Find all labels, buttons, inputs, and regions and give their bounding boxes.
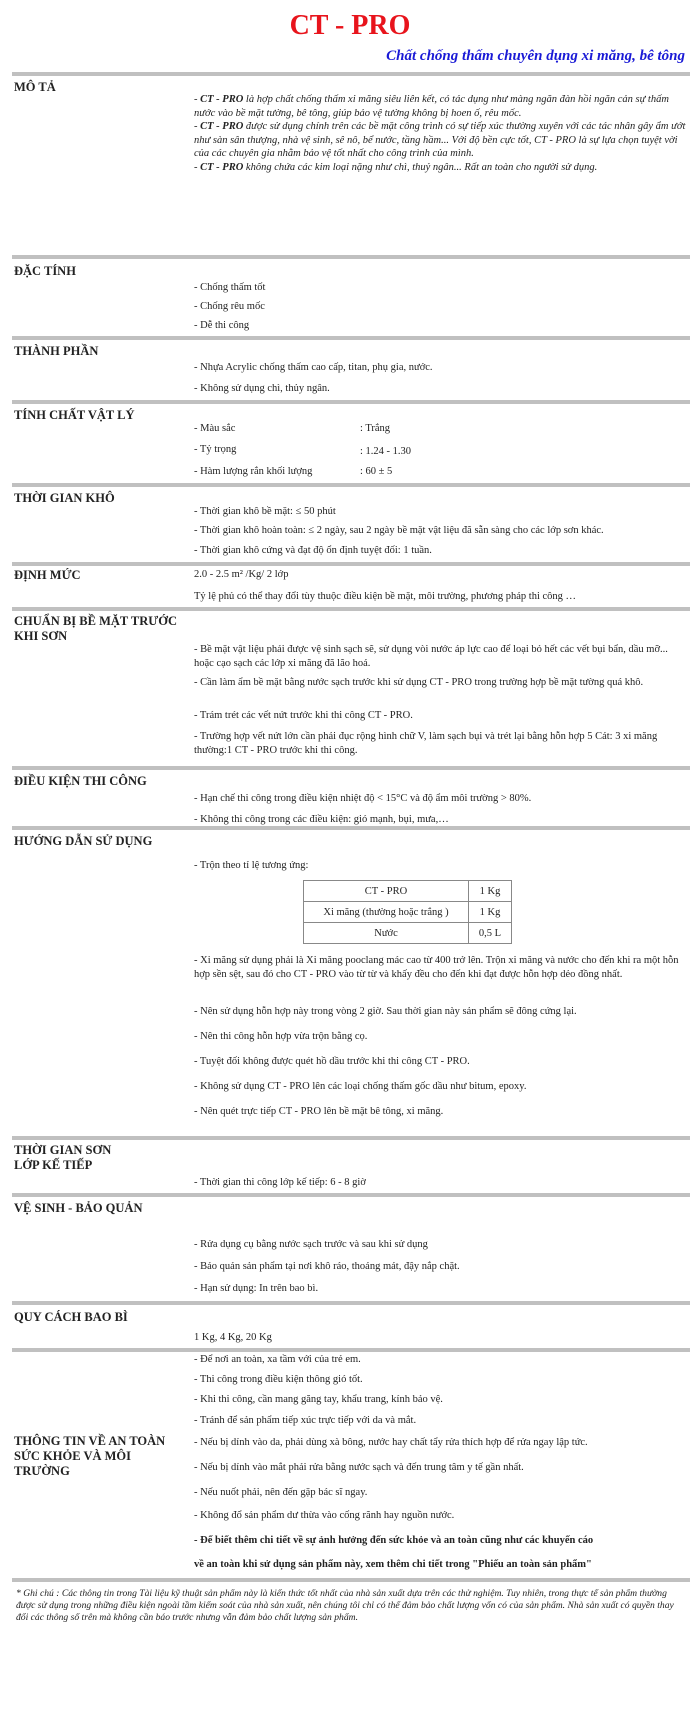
list-item: - Trám trét các vết nứt trước khi thi công CT - PRO. xyxy=(194,710,413,721)
list-item: - Trộn theo tỉ lệ tương ứng: xyxy=(194,860,309,871)
list-item: - Thời gian thi công lớp kế tiếp: 6 - 8 giờ xyxy=(194,1177,366,1188)
list-item: - Chống rêu mốc xyxy=(194,301,265,312)
list-item: - Thời gian khô bề mặt: ≤ 50 phút xyxy=(194,506,336,517)
list-item: - Không thi công trong các điều kiện: gió mạnh, bụi, mưa,… xyxy=(194,814,449,825)
section-divider xyxy=(12,607,690,611)
section-title-huong-dan: HƯỚNG DẪN SỬ DỤNG xyxy=(14,834,153,848)
section-title-tinh-chat: TÍNH CHẤT VẬT LÝ xyxy=(14,408,135,422)
property-label: - Hàm lượng rắn khối lượng xyxy=(194,466,313,477)
list-item: Tỷ lệ phủ có thể thay đổi tùy thuộc điều kiện bề mặt, môi trường, phương pháp thi công … xyxy=(194,591,577,602)
section-title-chuan-bi: CHUẨN BỊ BỀ MẶT TRƯỚC KHI SƠN xyxy=(14,614,177,643)
list-item: - Xi măng sử dụng phải là Xi măng pooclang mác cao từ 400 trở lên. Trộn xi măng và nước cho đến khi ra một hỗn hợp sền sệt, sau đó cho CT - PRO vào từ từ và khấy đều cho đến khi đạt được hỗn hợp dẻo đồng nhất. xyxy=(194,955,679,980)
table-row xyxy=(304,923,512,944)
list-item: - Nên sử dụng hỗn hợp này trong vòng 2 giờ. Sau thời gian này sản phẩm sẽ đông cứng lại. xyxy=(194,1006,577,1017)
property-value: : 60 ± 5 xyxy=(360,466,393,477)
table-cell: Nước xyxy=(304,923,469,944)
table-cell: CT - PRO xyxy=(304,881,469,902)
list-item: - Rửa dụng cụ bằng nước sạch trước và sau khi sử dụng xyxy=(194,1239,428,1250)
section-divider xyxy=(12,1136,690,1140)
mix-ratio-table xyxy=(303,880,512,944)
section-title-dinh-muc: ĐỊNH MỨC xyxy=(14,568,81,582)
list-item: - Nhựa Acrylic chống thấm cao cấp, titan, phụ gia, nước. xyxy=(194,362,433,373)
section-divider xyxy=(12,1578,690,1582)
description-paragraph: - CT - PRO không chứa các kim loại nặng như chì, thuỷ ngân... Rất an toàn cho người sử dụng. xyxy=(194,161,598,173)
list-item: - Hạn chế thi công trong điều kiện nhiệt độ < 15°C và độ ẩm môi trường > 80%. xyxy=(194,793,532,804)
section-title-dac-tinh: ĐẶC TÍNH xyxy=(14,264,76,278)
list-item: - Nếu bị dính vào da, phải dùng xà bông, nước hay chất tẩy rửa thích hợp để rửa ngay lập tức. xyxy=(194,1437,588,1448)
footnote: * Ghi chú : Các thông tin trong Tài liệu kỹ thuật sản phẩm này là kiến thức tốt nhất của nhà sản xuất dựa trên các thử nghiệm. Tuy nhiên, trong thực tế sản phẩm thường được sử dụng trong những điều kiện ngoài tầm kiểm soát của nhà sản xuất, nên chúng tôi chỉ có thể đảm bảo chất lượng vốn có của sản phẩm. Nhà sản xuất có quyền thay đổi các thông số trên mà không cần báo trước nhưng vẫn đảm bảo chất lượng sản phẩm. xyxy=(16,1588,674,1623)
table-cell: 1 Kg xyxy=(469,902,512,923)
list-item: - Tránh để sản phẩm tiếp xúc trực tiếp với da và mắt. xyxy=(194,1415,417,1426)
section-divider xyxy=(12,766,690,770)
page-subtitle: Chất chống thấm chuyên dụng xi măng, bê tông xyxy=(386,48,685,64)
list-item: - Để biết thêm chi tiết về sự ảnh hưởng đến sức khỏe và an toàn cũng như các khuyến cáo xyxy=(194,1535,594,1546)
section-title-thoi-gian-son: THỜI GIAN SƠN LỚP KẾ TIẾP xyxy=(14,1143,112,1172)
list-item: về an toàn khi sử dụng sản phẩm này, xem thêm chi tiết trong "Phiếu an toàn sản phẩm" xyxy=(194,1559,592,1570)
list-item: - Thời gian khô hoàn toàn: ≤ 2 ngày, sau 2 ngày bề mặt vật liệu đã sẵn sàng cho các lớp sơn khác. xyxy=(194,525,604,536)
section-title-quy-cach: QUY CÁCH BAO BÌ xyxy=(14,1310,128,1324)
section-divider xyxy=(12,826,690,830)
section-title-thoi-gian-kho: THỜI GIAN KHÔ xyxy=(14,491,115,505)
section-title-ve-sinh: VỆ SINH - BẢO QUẢN xyxy=(14,1201,143,1215)
table-cell: 0,5 L xyxy=(469,923,512,944)
section-divider xyxy=(12,255,690,259)
list-item: - Nếu nuốt phải, nên đến gặp bác sĩ ngay. xyxy=(194,1487,368,1498)
list-item: - Nếu bị dính vào mắt phải rửa bằng nước sạch và đến trung tâm y tế gần nhất. xyxy=(194,1462,524,1473)
description-paragraph: - CT - PRO là hợp chất chống thấm xi măng siêu liên kết, có tác dụng như màng ngăn đàn hồi ngăn cản sự thấm nước vào bề mặt tường, bê tông, giúp bảo vệ tường không bị hoen ố, rêu mốc. xyxy=(194,94,669,119)
table-cell: 1 Kg xyxy=(469,881,512,902)
section-divider xyxy=(12,72,690,76)
list-item: - Thi công trong điều kiện thông gió tốt. xyxy=(194,1374,363,1385)
section-divider xyxy=(12,483,690,487)
table-row xyxy=(304,902,512,923)
list-item: - Dễ thi công xyxy=(194,320,250,331)
section-divider xyxy=(12,1348,690,1352)
list-item: - Không đổ sản phẩm dư thừa vào cống rãnh hay nguồn nước. xyxy=(194,1510,455,1521)
list-item: 1 Kg, 4 Kg, 20 Kg xyxy=(194,1332,272,1343)
list-item: - Nên thi công hỗn hợp vừa trộn bằng cọ. xyxy=(194,1031,368,1042)
section-title-dieu-kien: ĐIỀU KIỆN THI CÔNG xyxy=(14,774,147,788)
list-item: - Chống thấm tốt xyxy=(194,282,266,293)
description-paragraph: - CT - PRO được sử dụng chính trên các bề mặt công trình có sự tiếp xúc thường xuyên với các tác nhân gây ẩm ướt như sàn sân thượng, nhà vệ sinh, sê nô, bể nước, tầng hầm... Với độ bền cực tốt, CT - PRO là sự lựa chọn tuyệt vời của các chuyên gia nhằm bảo vệ tốt nhất cho công trình của mình. xyxy=(194,121,686,159)
page-title: CT - PRO xyxy=(289,10,411,41)
property-value: : 1.24 - 1.30 xyxy=(360,446,412,457)
list-item: - Không sử dụng CT - PRO lên các loại chống thấm gốc dầu như bitum, epoxy. xyxy=(194,1081,527,1092)
list-item: - Không sử dụng chì, thủy ngân. xyxy=(194,383,330,394)
list-item: 2.0 - 2.5 m² /Kg/ 2 lớp xyxy=(194,569,289,580)
list-item: - Để nơi an toàn, xa tầm với của trẻ em. xyxy=(194,1354,361,1365)
section-title-an-toan: THÔNG TIN VỀ AN TOÀN SỨC KHỎE VÀ MÔI TRƯỜNG xyxy=(14,1434,166,1478)
list-item: - Khi thi công, cần mang găng tay, khẩu trang, kính bảo vệ. xyxy=(194,1394,443,1405)
list-item: - Nên quét trực tiếp CT - PRO lên bề mặt bê tông, xi măng. xyxy=(194,1106,444,1117)
list-item: - Bảo quản sản phẩm tại nơi khô ráo, thoáng mát, đậy nắp chặt. xyxy=(194,1261,460,1272)
property-label: - Tỷ trọng xyxy=(194,444,237,455)
table-cell: Xi măng (thường hoặc trắng ) xyxy=(304,902,469,923)
list-item: - Tuyệt đối không được quét hồ dầu trước khi thi công CT - PRO. xyxy=(194,1056,470,1067)
description-block xyxy=(194,93,686,174)
section-title-mo-ta: MÔ TẢ xyxy=(14,80,56,94)
section-title-thanh-phan: THÀNH PHẦN xyxy=(14,344,99,358)
section-divider xyxy=(12,1301,690,1305)
section-divider xyxy=(12,336,690,340)
list-item: - Hạn sử dụng: In trên bao bì. xyxy=(194,1283,319,1294)
section-divider xyxy=(12,400,690,404)
list-item: - Cần làm ẩm bề mặt bằng nước sạch trước khi sử dụng CT - PRO trong trường hợp bề mặt tường quá khô. xyxy=(194,677,644,688)
property-label: - Màu sắc xyxy=(194,423,236,434)
list-item: - Thời gian khô cứng và đạt độ ổn định tuyệt đối: 1 tuần. xyxy=(194,545,432,556)
list-item: - Bề mặt vật liệu phải được vệ sinh sạch sẽ, sử dụng vòi nước áp lực cao để loại bỏ hết các vết bụi bẩn, dầu mỡ... hoặc cạo sạch các lớp xi măng đã lão hoá. xyxy=(194,644,668,669)
section-divider xyxy=(12,562,690,566)
property-value: : Trắng xyxy=(360,423,391,434)
section-divider xyxy=(12,1193,690,1197)
table-row xyxy=(304,881,512,902)
list-item: - Trường hợp vết nứt lớn cần phải đục rộng hình chữ V, làm sạch bụi và trét lại bằng hỗn hợp 5 Cát: 3 xi măng thường:1 CT - PRO trước khi thi công. xyxy=(194,731,658,756)
